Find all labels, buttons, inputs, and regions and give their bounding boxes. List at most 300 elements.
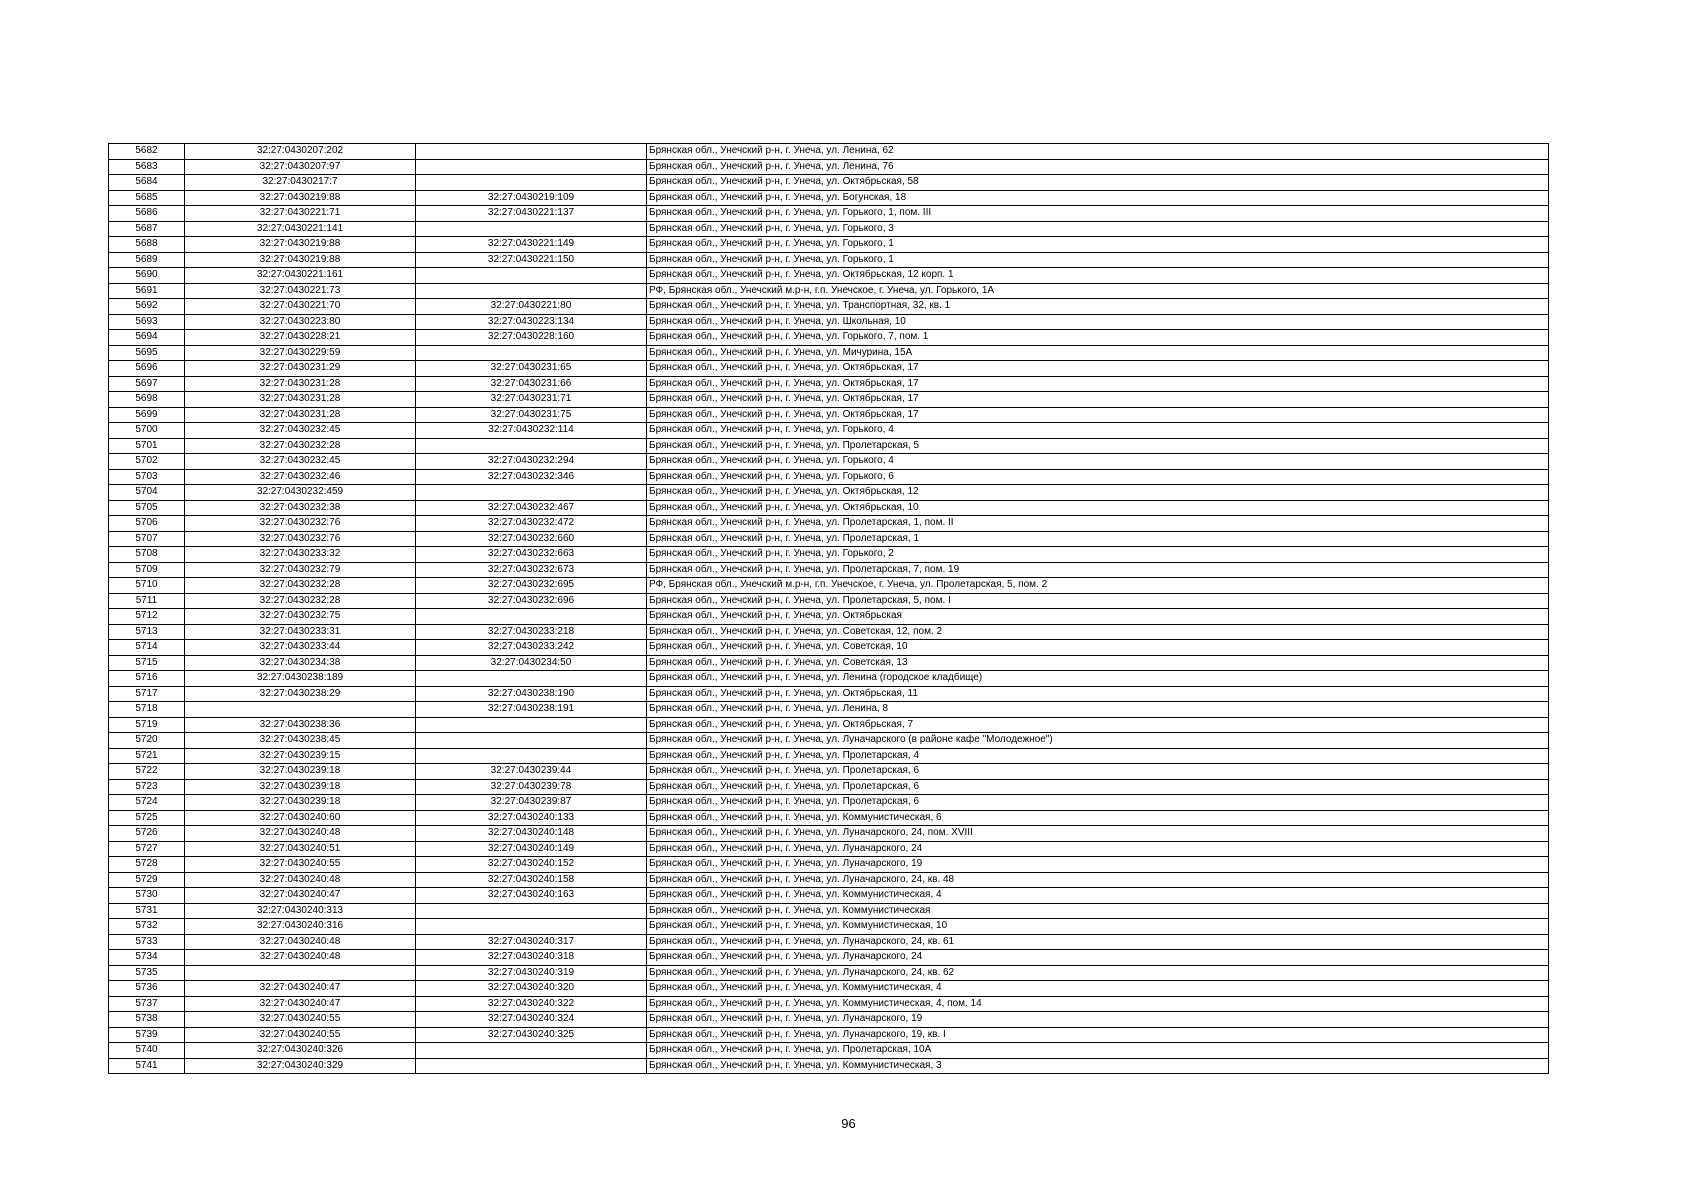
table-row [109, 810, 1549, 826]
object-number-cell: 32:27:0430240:325 [416, 1027, 647, 1043]
row-number-cell: 5716 [109, 671, 185, 687]
address-cell: Брянская обл., Унечский р-н, г. Унеча, ул. Пролетарская, 6 [647, 779, 1549, 795]
address-cell: Брянская обл., Унечский р-н, г. Унеча, ул. Советская, 10 [647, 640, 1549, 656]
address-cell: Брянская обл., Унечский р-н, г. Унеча, ул. Мичурина, 15А [647, 345, 1549, 361]
table-row [109, 857, 1549, 873]
row-number-cell: 5726 [109, 826, 185, 842]
object-number-cell: 32:27:0430228:160 [416, 330, 647, 346]
table-row [109, 717, 1549, 733]
row-number-cell: 5714 [109, 640, 185, 656]
address-cell: Брянская обл., Унечский р-н, г. Унеча, ул. Октябрьская, 10 [647, 500, 1549, 516]
cadastral-number-cell: 32:27:0430231:28 [185, 392, 416, 408]
cadastral-number-cell [185, 702, 416, 718]
object-number-cell: 32:27:0430231:71 [416, 392, 647, 408]
table-row [109, 268, 1549, 284]
row-number-cell: 5695 [109, 345, 185, 361]
cadastral-number-cell: 32:27:0430221:71 [185, 206, 416, 222]
cadastral-number-cell: 32:27:0430233:31 [185, 624, 416, 640]
object-number-cell: 32:27:0430240:158 [416, 872, 647, 888]
address-cell: Брянская обл., Унечский р-н, г. Унеча, ул. Октябрьская, 11 [647, 686, 1549, 702]
row-number-cell: 5734 [109, 950, 185, 966]
address-cell: Брянская обл., Унечский р-н, г. Унеча, ул. Октябрьская, 58 [647, 175, 1549, 191]
row-number-cell: 5690 [109, 268, 185, 284]
cadastral-number-cell: 32:27:0430239:18 [185, 795, 416, 811]
row-number-cell: 5699 [109, 407, 185, 423]
table-row [109, 438, 1549, 454]
object-number-cell: 32:27:0430233:218 [416, 624, 647, 640]
object-number-cell: 32:27:0430240:319 [416, 965, 647, 981]
row-number-cell: 5706 [109, 516, 185, 532]
address-cell: Брянская обл., Унечский р-н, г. Унеча, ул. Ленина, 76 [647, 159, 1549, 175]
table-row [109, 826, 1549, 842]
address-cell: Брянская обл., Унечский р-н, г. Унеча, ул. Октябрьская [647, 609, 1549, 625]
row-number-cell: 5731 [109, 903, 185, 919]
row-number-cell: 5684 [109, 175, 185, 191]
row-number-cell: 5688 [109, 237, 185, 253]
row-number-cell: 5728 [109, 857, 185, 873]
address-cell: Брянская обл., Унечский р-н, г. Унеча, ул. Пролетарская, 5, пом. I [647, 593, 1549, 609]
row-number-cell: 5686 [109, 206, 185, 222]
cadastral-number-cell: 32:27:0430239:15 [185, 748, 416, 764]
cadastral-number-cell: 32:27:0430240:51 [185, 841, 416, 857]
cadastral-number-cell: 32:27:0430240:55 [185, 857, 416, 873]
address-cell: Брянская обл., Унечский р-н, г. Унеча, ул. Горького, 6 [647, 469, 1549, 485]
table-row [109, 981, 1549, 997]
cadastral-number-cell: 32:27:0430232:79 [185, 562, 416, 578]
object-number-cell [416, 919, 647, 935]
address-cell: Брянская обл., Унечский р-н, г. Унеча, ул. Коммунистическая, 3 [647, 1058, 1549, 1074]
row-number-cell: 5694 [109, 330, 185, 346]
row-number-cell: 5740 [109, 1043, 185, 1059]
address-cell: Брянская обл., Унечский р-н, г. Унеча, ул. Октябрьская, 12 [647, 485, 1549, 501]
table-row [109, 299, 1549, 315]
object-number-cell: 32:27:0430238:190 [416, 686, 647, 702]
cadastral-number-cell: 32:27:0430239:18 [185, 779, 416, 795]
address-cell: Брянская обл., Унечский р-н, г. Унеча, ул. Пролетарская, 5 [647, 438, 1549, 454]
registry-table [108, 143, 1549, 1074]
cadastral-number-cell: 32:27:0430240:316 [185, 919, 416, 935]
object-number-cell: 32:27:0430221:149 [416, 237, 647, 253]
row-number-cell: 5735 [109, 965, 185, 981]
cadastral-number-cell: 32:27:0430221:73 [185, 283, 416, 299]
table-row [109, 655, 1549, 671]
address-cell: Брянская обл., Унечский р-н, г. Унеча, ул. Коммунистическая, 4, пом. 14 [647, 996, 1549, 1012]
address-cell: Брянская обл., Унечский р-н, г. Унеча, ул. Пролетарская, 1 [647, 531, 1549, 547]
table-row [109, 795, 1549, 811]
address-cell: Брянская обл., Унечский р-н, г. Унеча, ул. Пролетарская, 4 [647, 748, 1549, 764]
row-number-cell: 5711 [109, 593, 185, 609]
cadastral-number-cell: 32:27:0430232:45 [185, 454, 416, 470]
page-number: 96 [841, 1116, 856, 1131]
object-number-cell: 32:27:0430232:695 [416, 578, 647, 594]
table-row [109, 702, 1549, 718]
table-row [109, 531, 1549, 547]
row-number-cell: 5710 [109, 578, 185, 594]
cadastral-number-cell: 32:27:0430221:141 [185, 221, 416, 237]
object-number-cell: 32:27:0430221:80 [416, 299, 647, 315]
address-cell: Брянская обл., Унечский р-н, г. Унеча, ул. Луначарского, 19, кв. I [647, 1027, 1549, 1043]
row-number-cell: 5700 [109, 423, 185, 439]
address-cell: Брянская обл., Унечский р-н, г. Унеча, ул. Октябрьская, 17 [647, 392, 1549, 408]
address-cell: Брянская обл., Унечский р-н, г. Унеча, ул. Октябрьская, 17 [647, 361, 1549, 377]
object-number-cell: 32:27:0430240:163 [416, 888, 647, 904]
object-number-cell: 32:27:0430240:322 [416, 996, 647, 1012]
object-number-cell: 32:27:0430234:50 [416, 655, 647, 671]
table-row [109, 1027, 1549, 1043]
table-row [109, 392, 1549, 408]
address-cell: Брянская обл., Унечский р-н, г. Унеча, ул. Пролетарская, 1, пом. II [647, 516, 1549, 532]
row-number-cell: 5696 [109, 361, 185, 377]
address-cell: Брянская обл., Унечский р-н, г. Унеча, ул. Пролетарская, 7, пом. 19 [647, 562, 1549, 578]
row-number-cell: 5692 [109, 299, 185, 315]
row-number-cell: 5736 [109, 981, 185, 997]
cadastral-number-cell: 32:27:0430229:59 [185, 345, 416, 361]
address-cell: Брянская обл., Унечский р-н, г. Унеча, ул. Горького, 1 [647, 237, 1549, 253]
cadastral-number-cell: 32:27:0430223:80 [185, 314, 416, 330]
object-number-cell: 32:27:0430240:152 [416, 857, 647, 873]
address-cell: Брянская обл., Унечский р-н, г. Унеча, ул. Пролетарская, 10А [647, 1043, 1549, 1059]
address-cell: Брянская обл., Унечский р-н, г. Унеча, ул. Советская, 13 [647, 655, 1549, 671]
cadastral-number-cell: 32:27:0430232:46 [185, 469, 416, 485]
object-number-cell [416, 485, 647, 501]
address-cell: Брянская обл., Унечский р-н, г. Унеча, ул. Луначарского, 24, кв. 61 [647, 934, 1549, 950]
table-row [109, 283, 1549, 299]
object-number-cell: 32:27:0430223:134 [416, 314, 647, 330]
object-number-cell: 32:27:0430232:696 [416, 593, 647, 609]
cadastral-number-cell: 32:27:0430231:28 [185, 376, 416, 392]
row-number-cell: 5689 [109, 252, 185, 268]
address-cell: Брянская обл., Унечский р-н, г. Унеча, ул. Луначарского, 19 [647, 857, 1549, 873]
address-cell: Брянская обл., Унечский р-н, г. Унеча, ул. Ленина (городское кладбище) [647, 671, 1549, 687]
row-number-cell: 5703 [109, 469, 185, 485]
object-number-cell: 32:27:0430232:660 [416, 531, 647, 547]
object-number-cell: 32:27:0430238:191 [416, 702, 647, 718]
cadastral-number-cell: 32:27:0430240:60 [185, 810, 416, 826]
table-row [109, 1012, 1549, 1028]
table-row [109, 640, 1549, 656]
cadastral-number-cell: 32:27:0430240:48 [185, 826, 416, 842]
object-number-cell: 32:27:0430240:148 [416, 826, 647, 842]
table-row [109, 671, 1549, 687]
cadastral-number-cell: 32:27:0430233:44 [185, 640, 416, 656]
object-number-cell: 32:27:0430240:133 [416, 810, 647, 826]
table-row [109, 361, 1549, 377]
table-row [109, 221, 1549, 237]
table-row [109, 376, 1549, 392]
address-cell: Брянская обл., Унечский р-н, г. Унеча, ул. Коммунистическая, 4 [647, 981, 1549, 997]
cadastral-number-cell: 32:27:0430240:47 [185, 996, 416, 1012]
cadastral-number-cell: 32:27:0430234:38 [185, 655, 416, 671]
address-cell: РФ, Брянская обл., Унечский м.р-н, г.п. Унечское, г. Унеча, ул. Горького, 1А [647, 283, 1549, 299]
object-number-cell: 32:27:0430239:44 [416, 764, 647, 780]
cadastral-number-cell: 32:27:0430240:47 [185, 888, 416, 904]
cadastral-number-cell: 32:27:0430238:36 [185, 717, 416, 733]
table-row [109, 423, 1549, 439]
row-number-cell: 5738 [109, 1012, 185, 1028]
address-cell: Брянская обл., Унечский р-н, г. Унеча, ул. Луначарского (в районе кафе "Молодежное") [647, 733, 1549, 749]
row-number-cell: 5709 [109, 562, 185, 578]
cadastral-number-cell: 32:27:0430238:189 [185, 671, 416, 687]
row-number-cell: 5733 [109, 934, 185, 950]
table-row [109, 934, 1549, 950]
registry-table-body [109, 144, 1549, 1074]
table-row [109, 965, 1549, 981]
table-row [109, 469, 1549, 485]
table-row [109, 872, 1549, 888]
cadastral-number-cell: 32:27:0430232:28 [185, 593, 416, 609]
address-cell: Брянская обл., Унечский р-н, г. Унеча, ул. Транспортная, 32, кв. 1 [647, 299, 1549, 315]
table-row [109, 314, 1549, 330]
table-row [109, 686, 1549, 702]
row-number-cell: 5717 [109, 686, 185, 702]
cadastral-number-cell: 32:27:0430240:48 [185, 950, 416, 966]
object-number-cell: 32:27:0430240:149 [416, 841, 647, 857]
row-number-cell: 5701 [109, 438, 185, 454]
address-cell: Брянская обл., Унечский р-н, г. Унеча, ул. Луначарского, 24, пом. XVIII [647, 826, 1549, 842]
object-number-cell: 32:27:0430239:87 [416, 795, 647, 811]
address-cell: Брянская обл., Унечский р-н, г. Унеча, ул. Луначарского, 24 [647, 950, 1549, 966]
cadastral-number-cell: 32:27:0430240:329 [185, 1058, 416, 1074]
address-cell: Брянская обл., Унечский р-н, г. Унеча, ул. Горького, 3 [647, 221, 1549, 237]
row-number-cell: 5741 [109, 1058, 185, 1074]
row-number-cell: 5697 [109, 376, 185, 392]
object-number-cell [416, 268, 647, 284]
address-cell: РФ, Брянская обл., Унечский м.р-н, г.п. Унечское, г. Унеча, ул. Пролетарская, 5, пом. 2 [647, 578, 1549, 594]
table-row [109, 454, 1549, 470]
address-cell: Брянская обл., Унечский р-н, г. Унеча, ул. Горького, 4 [647, 423, 1549, 439]
cadastral-number-cell: 32:27:0430238:45 [185, 733, 416, 749]
object-number-cell: 32:27:0430232:663 [416, 547, 647, 563]
table-row [109, 252, 1549, 268]
cadastral-number-cell: 32:27:0430240:55 [185, 1012, 416, 1028]
object-number-cell: 32:27:0430232:346 [416, 469, 647, 485]
row-number-cell: 5718 [109, 702, 185, 718]
row-number-cell: 5720 [109, 733, 185, 749]
table-row [109, 500, 1549, 516]
object-number-cell: 32:27:0430233:242 [416, 640, 647, 656]
cadastral-number-cell: 32:27:0430232:459 [185, 485, 416, 501]
table-row [109, 950, 1549, 966]
object-number-cell [416, 1058, 647, 1074]
object-number-cell [416, 609, 647, 625]
row-number-cell: 5687 [109, 221, 185, 237]
table-row [109, 841, 1549, 857]
table-row [109, 345, 1549, 361]
object-number-cell [416, 175, 647, 191]
object-number-cell [416, 1043, 647, 1059]
table-row [109, 485, 1549, 501]
object-number-cell: 32:27:0430232:114 [416, 423, 647, 439]
row-number-cell: 5682 [109, 144, 185, 160]
address-cell: Брянская обл., Унечский р-н, г. Унеча, ул. Луначарского, 24, кв. 62 [647, 965, 1549, 981]
row-number-cell: 5685 [109, 190, 185, 206]
table-row [109, 578, 1549, 594]
table-row [109, 888, 1549, 904]
address-cell: Брянская обл., Унечский р-н, г. Унеча, ул. Богунская, 18 [647, 190, 1549, 206]
cadastral-number-cell: 32:27:0430219:88 [185, 190, 416, 206]
address-cell: Брянская обл., Унечский р-н, г. Унеча, ул. Октябрьская, 12 корп. 1 [647, 268, 1549, 284]
object-number-cell [416, 221, 647, 237]
row-number-cell: 5725 [109, 810, 185, 826]
row-number-cell: 5737 [109, 996, 185, 1012]
row-number-cell: 5691 [109, 283, 185, 299]
row-number-cell: 5705 [109, 500, 185, 516]
row-number-cell: 5683 [109, 159, 185, 175]
row-number-cell: 5723 [109, 779, 185, 795]
row-number-cell: 5722 [109, 764, 185, 780]
object-number-cell: 32:27:0430219:109 [416, 190, 647, 206]
table-row [109, 609, 1549, 625]
object-number-cell: 32:27:0430232:467 [416, 500, 647, 516]
row-number-cell: 5732 [109, 919, 185, 935]
address-cell: Брянская обл., Унечский р-н, г. Унеча, ул. Горького, 1, пом. III [647, 206, 1549, 222]
cadastral-number-cell: 32:27:0430240:55 [185, 1027, 416, 1043]
table-row [109, 624, 1549, 640]
table-row [109, 547, 1549, 563]
cadastral-number-cell: 32:27:0430233:32 [185, 547, 416, 563]
cadastral-number-cell: 32:27:0430207:97 [185, 159, 416, 175]
address-cell: Брянская обл., Унечский р-н, г. Унеча, ул. Ленина, 62 [647, 144, 1549, 160]
table-row [109, 1058, 1549, 1074]
row-number-cell: 5730 [109, 888, 185, 904]
row-number-cell: 5698 [109, 392, 185, 408]
table-row [109, 733, 1549, 749]
row-number-cell: 5693 [109, 314, 185, 330]
object-number-cell: 32:27:0430232:294 [416, 454, 647, 470]
table-row [109, 779, 1549, 795]
cadastral-number-cell: 32:27:0430231:28 [185, 407, 416, 423]
cadastral-number-cell: 32:27:0430232:28 [185, 578, 416, 594]
cadastral-number-cell: 32:27:0430239:18 [185, 764, 416, 780]
object-number-cell [416, 733, 647, 749]
table-row [109, 159, 1549, 175]
address-cell: Брянская обл., Унечский р-н, г. Унеча, ул. Октябрьская, 17 [647, 407, 1549, 423]
cadastral-number-cell [185, 965, 416, 981]
table-row [109, 516, 1549, 532]
cadastral-number-cell: 32:27:0430240:326 [185, 1043, 416, 1059]
row-number-cell: 5707 [109, 531, 185, 547]
row-number-cell: 5704 [109, 485, 185, 501]
table-row [109, 919, 1549, 935]
object-number-cell: 32:27:0430232:472 [416, 516, 647, 532]
object-number-cell [416, 717, 647, 733]
cadastral-number-cell: 32:27:0430232:76 [185, 531, 416, 547]
cadastral-number-cell: 32:27:0430232:38 [185, 500, 416, 516]
cadastral-number-cell: 32:27:0430232:45 [185, 423, 416, 439]
address-cell: Брянская обл., Унечский р-н, г. Унеча, ул. Горького, 2 [647, 547, 1549, 563]
object-number-cell: 32:27:0430239:78 [416, 779, 647, 795]
object-number-cell: 32:27:0430231:65 [416, 361, 647, 377]
address-cell: Брянская обл., Унечский р-н, г. Унеча, ул. Коммунистическая [647, 903, 1549, 919]
row-number-cell: 5712 [109, 609, 185, 625]
cadastral-number-cell: 32:27:0430219:88 [185, 252, 416, 268]
cadastral-number-cell: 32:27:0430232:28 [185, 438, 416, 454]
object-number-cell: 32:27:0430240:317 [416, 934, 647, 950]
address-cell: Брянская обл., Унечский р-н, г. Унеча, ул. Коммунистическая, 4 [647, 888, 1549, 904]
row-number-cell: 5719 [109, 717, 185, 733]
cadastral-number-cell: 32:27:0430217:7 [185, 175, 416, 191]
address-cell: Брянская обл., Унечский р-н, г. Унеча, ул. Пролетарская, 6 [647, 764, 1549, 780]
cadastral-number-cell: 32:27:0430240:313 [185, 903, 416, 919]
table-row [109, 175, 1549, 191]
object-number-cell [416, 748, 647, 764]
row-number-cell: 5702 [109, 454, 185, 470]
cadastral-number-cell: 32:27:0430232:76 [185, 516, 416, 532]
cadastral-number-cell: 32:27:0430240:47 [185, 981, 416, 997]
address-cell: Брянская обл., Унечский р-н, г. Унеча, ул. Луначарского, 24, кв. 48 [647, 872, 1549, 888]
object-number-cell: 32:27:0430240:324 [416, 1012, 647, 1028]
address-cell: Брянская обл., Унечский р-н, г. Унеча, ул. Горького, 1 [647, 252, 1549, 268]
object-number-cell [416, 903, 647, 919]
object-number-cell [416, 438, 647, 454]
table-row [109, 593, 1549, 609]
row-number-cell: 5721 [109, 748, 185, 764]
table-row [109, 1043, 1549, 1059]
object-number-cell [416, 159, 647, 175]
row-number-cell: 5715 [109, 655, 185, 671]
address-cell: Брянская обл., Унечский р-н, г. Унеча, ул. Октябрьская, 17 [647, 376, 1549, 392]
table-row [109, 144, 1549, 160]
cadastral-number-cell: 32:27:0430240:48 [185, 934, 416, 950]
object-number-cell: 32:27:0430221:137 [416, 206, 647, 222]
row-number-cell: 5727 [109, 841, 185, 857]
cadastral-number-cell: 32:27:0430221:161 [185, 268, 416, 284]
cadastral-number-cell: 32:27:0430207:202 [185, 144, 416, 160]
address-cell: Брянская обл., Унечский р-н, г. Унеча, ул. Коммунистическая, 6 [647, 810, 1549, 826]
address-cell: Брянская обл., Унечский р-н, г. Унеча, ул. Школьная, 10 [647, 314, 1549, 330]
row-number-cell: 5739 [109, 1027, 185, 1043]
address-cell: Брянская обл., Унечский р-н, г. Унеча, ул. Ленина, 8 [647, 702, 1549, 718]
cadastral-number-cell: 32:27:0430238:29 [185, 686, 416, 702]
address-cell: Брянская обл., Унечский р-н, г. Унеча, ул. Горького, 4 [647, 454, 1549, 470]
table-row [109, 748, 1549, 764]
cadastral-number-cell: 32:27:0430232:75 [185, 609, 416, 625]
object-number-cell: 32:27:0430221:150 [416, 252, 647, 268]
table-row [109, 764, 1549, 780]
object-number-cell: 32:27:0430231:75 [416, 407, 647, 423]
table-row [109, 903, 1549, 919]
object-number-cell: 32:27:0430240:320 [416, 981, 647, 997]
address-cell: Брянская обл., Унечский р-н, г. Унеча, ул. Луначарского, 19 [647, 1012, 1549, 1028]
table-row [109, 237, 1549, 253]
row-number-cell: 5724 [109, 795, 185, 811]
object-number-cell [416, 144, 647, 160]
table-row [109, 206, 1549, 222]
row-number-cell: 5713 [109, 624, 185, 640]
cadastral-number-cell: 32:27:0430221:70 [185, 299, 416, 315]
table-row [109, 996, 1549, 1012]
object-number-cell: 32:27:0430232:673 [416, 562, 647, 578]
address-cell: Брянская обл., Унечский р-н, г. Унеча, ул. Октябрьская, 7 [647, 717, 1549, 733]
row-number-cell: 5708 [109, 547, 185, 563]
table-row [109, 562, 1549, 578]
object-number-cell [416, 283, 647, 299]
address-cell: Брянская обл., Унечский р-н, г. Унеча, ул. Горького, 7, пом. 1 [647, 330, 1549, 346]
cadastral-number-cell: 32:27:0430231:29 [185, 361, 416, 377]
object-number-cell [416, 671, 647, 687]
table-row [109, 407, 1549, 423]
object-number-cell: 32:27:0430240:318 [416, 950, 647, 966]
address-cell: Брянская обл., Унечский р-н, г. Унеча, ул. Пролетарская, 6 [647, 795, 1549, 811]
table-row [109, 190, 1549, 206]
table-row [109, 330, 1549, 346]
cadastral-number-cell: 32:27:0430240:48 [185, 872, 416, 888]
object-number-cell [416, 345, 647, 361]
address-cell: Брянская обл., Унечский р-н, г. Унеча, ул. Луначарского, 24 [647, 841, 1549, 857]
row-number-cell: 5729 [109, 872, 185, 888]
object-number-cell: 32:27:0430231:66 [416, 376, 647, 392]
address-cell: Брянская обл., Унечский р-н, г. Унеча, ул. Коммунистическая, 10 [647, 919, 1549, 935]
